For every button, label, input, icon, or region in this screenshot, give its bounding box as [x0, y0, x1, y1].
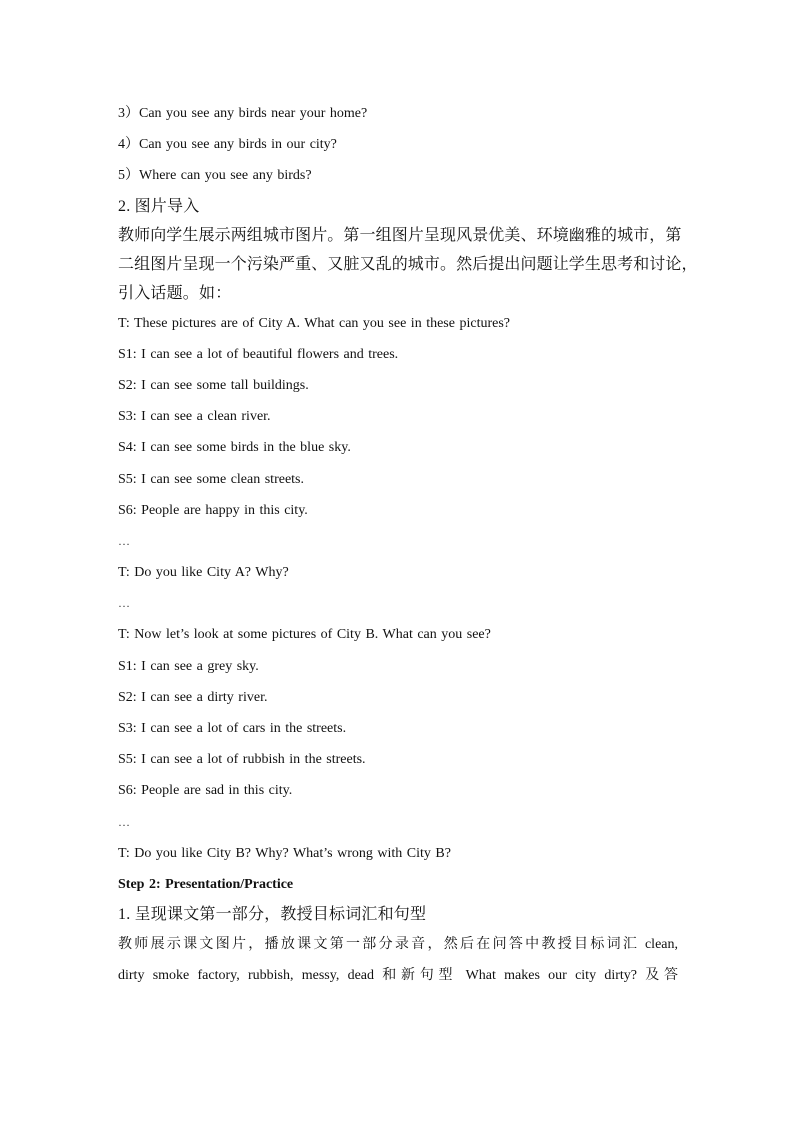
presentation-paragraph-line-2: dirty smoke factory, rubbish, messy, dead 和新句型 What makes our city dirty? 及答	[118, 968, 678, 984]
student-1-city-b: S1: I can see a grey sky.	[118, 658, 259, 674]
teacher-line-like-city-b: T: Do you like City B? Why? What’s wrong with City B?	[118, 845, 451, 861]
student-2-city-a: S2: I can see some tall buildings.	[118, 377, 309, 393]
intro-paragraph-line-1: 教师向学生展示两组城市图片。第一组图片呈现风景优美、环境幽雅的城市，第	[118, 226, 682, 244]
student-1-city-a: S1: I can see a lot of beautiful flowers and trees.	[118, 346, 399, 362]
student-3-city-b: S3: I can see a lot of cars in the streets.	[118, 721, 347, 736]
student-5-city-b: S5: I can see a lot of rubbish in the streets.	[118, 752, 366, 768]
student-4-city-a: S4: I can see some birds in the blue sky.	[118, 440, 351, 456]
student-2-city-b: S2: I can see a dirty river.	[118, 689, 268, 705]
ellipsis-3: …	[118, 814, 132, 829]
ellipsis-2: …	[118, 596, 132, 611]
student-3-city-a: S3: I can see a clean river.	[118, 409, 271, 425]
presentation-paragraph-line-1: 教师展示课文图片，播放课文第一部分录音，然后在问答中教授目标词汇 clean,	[118, 937, 678, 953]
step-2-heading: Step 2: Presentation/Practice	[118, 876, 294, 892]
intro-paragraph-line-3: 引入话题。如：	[118, 284, 232, 302]
question-5: 5）Where can you see any birds?	[118, 168, 312, 184]
question-4: 4）Can you see any birds in our city?	[118, 137, 337, 153]
teacher-line-city-a-pictures: T: These pictures are of City A. What can you see in these pictures?	[118, 315, 510, 331]
teacher-line-city-b-pictures: T: Now let’s look at some pictures of City B. What can you see?	[118, 627, 491, 643]
intro-paragraph-line-2: 二组图片呈现一个污染严重、又脏又乱的城市。然后提出问题让学生思考和讨论，	[118, 255, 698, 273]
student-6-city-a: S6: People are happy in this city.	[118, 502, 308, 518]
section-heading-present-text: 1. 呈现课文第一部分，教授目标词汇和句型	[118, 906, 427, 924]
question-3: 3）Can you see any birds near your home?	[118, 106, 368, 121]
section-heading-picture-intro: 2. 图片导入	[118, 197, 200, 215]
student-5-city-a: S5: I can see some clean streets.	[118, 471, 304, 487]
student-6-city-b: S6: People are sad in this city.	[118, 783, 293, 799]
teacher-line-like-city-a: T: Do you like City A? Why?	[118, 565, 289, 581]
document-page	[118, 98, 698, 992]
ellipsis-1: …	[118, 533, 132, 548]
